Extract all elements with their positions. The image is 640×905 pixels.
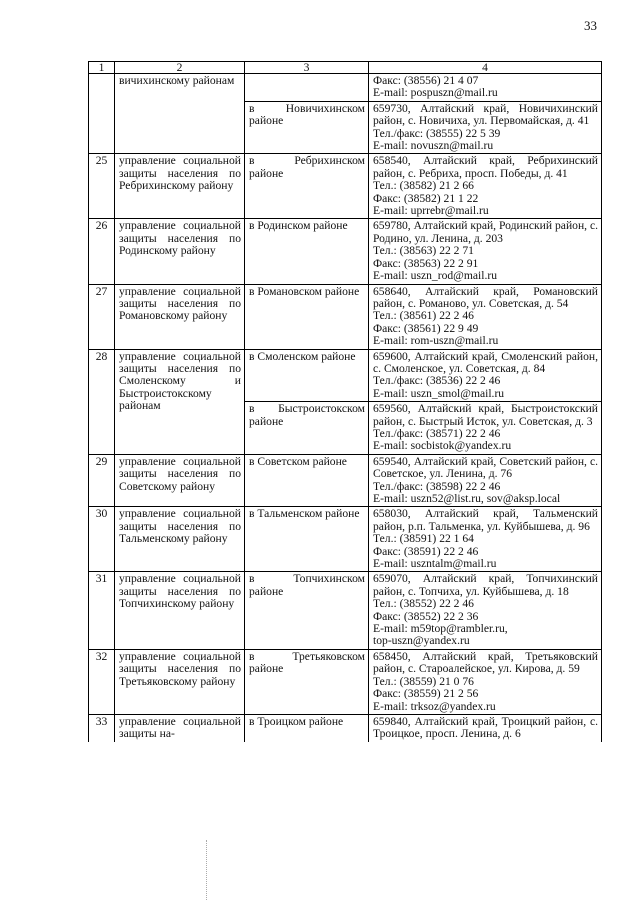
row-number-cell: 25	[89, 154, 115, 219]
organization-cell: управление социальной защиты населения по Советскому району	[115, 454, 245, 507]
address-cell	[369, 74, 602, 102]
organization-cell: управление социальной защиты населения по Третьяковскому району	[115, 649, 245, 714]
organization-cell: управление социальной защиты населения по Смоленскому и Быстроистокскому районам	[115, 349, 245, 454]
row-number-cell: 28	[89, 349, 115, 454]
address-line: E-mail: pospuszn@mail.ru	[373, 86, 498, 100]
row-number-cell: 33	[89, 714, 115, 741]
address-line: 658450, Алтайский край, Третьяковский район, с. Староалейское, ул. Кирова, д. 59	[373, 649, 598, 676]
row-number-cell: 29	[89, 454, 115, 507]
address-line: Факс: (38563) 22 2 91	[373, 256, 479, 270]
table-row	[89, 154, 602, 219]
address-cell	[369, 219, 602, 284]
address-line: Тел./факс: (38598) 22 2 46	[373, 479, 501, 493]
row-number-cell: 27	[89, 284, 115, 349]
address-line: E-mail: trksoz@yandex.ru	[373, 699, 496, 713]
address-line: Факс: (38559) 21 2 56	[373, 687, 479, 701]
organization-cell: управление социальной защиты населения по Романовскому району	[115, 284, 245, 349]
address-cell	[369, 101, 602, 154]
table-body	[89, 62, 602, 742]
address-line: Тел./факс: (38536) 22 2 46	[373, 374, 501, 388]
address-line: 659560, Алтайский край, Быстроистокский район, с. Быстрый Исток, ул. Советская, д. 3	[373, 402, 598, 428]
organization-cell: управление социальной защиты населения по Ребрихинскому району	[115, 154, 245, 219]
address-line: E-mail: socbistok@yandex.ru	[373, 439, 512, 453]
table-row	[89, 454, 602, 507]
social-protection-offices-table	[88, 61, 602, 742]
settlement-cell: в Ребрихинском районе	[245, 154, 369, 219]
table-row	[89, 572, 602, 649]
row-number-cell: 26	[89, 219, 115, 284]
address-line: 659600, Алтайский край, Смоленский район, с. Смоленское, ул. Советская, д. 84	[373, 349, 598, 375]
address-line: E-mail: m59top@rambler.ru,	[373, 622, 508, 636]
row-number-cell: 31	[89, 572, 115, 649]
address-cell	[369, 454, 602, 507]
address-line: E-mail: uszn_smol@mail.ru	[373, 386, 505, 400]
address-line: Тел./факс: (38571) 22 2 46	[373, 426, 501, 440]
address-line: Факс: (38591) 22 2 46	[373, 544, 479, 558]
header-cell-4: 4	[369, 62, 602, 74]
address-line: 658640, Алтайский край, Романовский район, с. Романово, ул. Советская, д. 54	[373, 284, 598, 310]
address-cell	[369, 154, 602, 219]
settlement-cell: в Романовском районе	[245, 284, 369, 349]
address-line: Факс: (38556) 21 4 07	[373, 74, 479, 87]
address-line: 659840, Алтайский край, Троицкий район, с. Троицкое, просп. Ленина, д. 6	[373, 714, 598, 741]
table-row	[89, 714, 602, 741]
address-line: 658540, Алтайский край, Ребрихинский район, с. Ребриха, просп. Победы, д. 41	[373, 154, 598, 180]
address-line: E-mail: novuszn@mail.ru	[373, 139, 494, 153]
address-line: E-mail: rom-uszn@mail.ru	[373, 334, 499, 348]
address-cell	[369, 284, 602, 349]
address-line: Тел.: (38559) 21 0 76	[373, 674, 474, 688]
header-cell-2: 2	[115, 62, 245, 74]
address-line: top-uszn@yandex.ru	[373, 634, 470, 648]
address-cell	[369, 349, 602, 402]
organization-cell: управление социальной защиты населения по Топчихинскому району	[115, 572, 245, 649]
address-line: Факс: (38582) 21 1 22	[373, 191, 479, 205]
table-row	[89, 74, 602, 102]
table-header-row	[89, 62, 602, 74]
settlement-cell: в Быстроистокском районе	[245, 402, 369, 455]
settlement-cell: в Родинском районе	[245, 219, 369, 284]
address-cell	[369, 572, 602, 649]
organization-cell: управление социальной защиты на-	[115, 714, 245, 741]
settlement-cell: в Смоленском районе	[245, 349, 369, 402]
address-line: 659780, Алтайский край, Родинский район, с. Родино, ул. Ленина, д. 203	[373, 219, 598, 245]
address-line: Тел.: (38582) 21 2 66	[373, 179, 474, 193]
address-cell	[369, 649, 602, 714]
organization-cell: вичихинскому районам	[115, 74, 245, 154]
header-cell-3: 3	[245, 62, 369, 74]
address-line: Тел.: (38552) 22 2 46	[373, 597, 474, 611]
table-row	[89, 219, 602, 284]
address-line: E-mail: uszntalm@mail.ru	[373, 557, 497, 571]
settlement-cell	[245, 74, 369, 102]
settlement-cell: в Новичихинском районе	[245, 101, 369, 154]
header-cell-1: 1	[89, 62, 115, 74]
address-line: 658030, Алтайский край, Тальменский район, р.п. Тальменка, ул. Куйбышева, д. 96	[373, 507, 598, 533]
address-line: Тел.: (38563) 22 2 71	[373, 244, 474, 258]
organization-cell: управление социальной защиты населения по Родинскому району	[115, 219, 245, 284]
table-row	[89, 349, 602, 402]
address-line: Факс: (38552) 22 2 36	[373, 609, 479, 623]
settlement-cell: в Тальменском районе	[245, 507, 369, 572]
address-line: Факс: (38561) 22 9 49	[373, 321, 479, 335]
address-line: Тел./факс: (38555) 22 5 39	[373, 126, 501, 140]
settlement-cell: в Троицком районе	[245, 714, 369, 741]
page-number: 33	[584, 18, 597, 33]
address-cell	[369, 714, 602, 741]
address-line: Тел.: (38561) 22 2 46	[373, 309, 474, 323]
settlement-cell: в Третьяковском районе	[245, 649, 369, 714]
address-line: 659070, Алтайский край, Топчихинский район, с. Топчиха, ул. Куйбышева, д. 18	[373, 572, 598, 598]
organization-cell: управление социальной защиты населения по Тальменскому району	[115, 507, 245, 572]
table-row	[89, 649, 602, 714]
address-cell	[369, 402, 602, 455]
address-line: 659730, Алтайский край, Новичихинский район, с. Новичиха, ул. Первомайская, д. 41	[373, 101, 598, 128]
address-line: Тел.: (38591) 22 1 64	[373, 532, 474, 546]
row-number-cell	[89, 74, 115, 154]
address-line: 659540, Алтайский край, Советский район, с. Советское, ул. Ленина, д. 76	[373, 454, 598, 481]
address-line: E-mail: uprrebr@mail.ru	[373, 204, 489, 218]
settlement-cell: в Советском районе	[245, 454, 369, 507]
scan-artifact-line	[206, 840, 207, 900]
table-row	[89, 284, 602, 349]
address-cell	[369, 507, 602, 572]
settlement-cell: в Топчихинском районе	[245, 572, 369, 649]
address-line: E-mail: uszn52@list.ru, sov@aksp.local	[373, 492, 561, 505]
table-row	[89, 507, 602, 572]
row-number-cell: 30	[89, 507, 115, 572]
row-number-cell: 32	[89, 649, 115, 714]
address-line: E-mail: uszn_rod@mail.ru	[373, 269, 498, 283]
